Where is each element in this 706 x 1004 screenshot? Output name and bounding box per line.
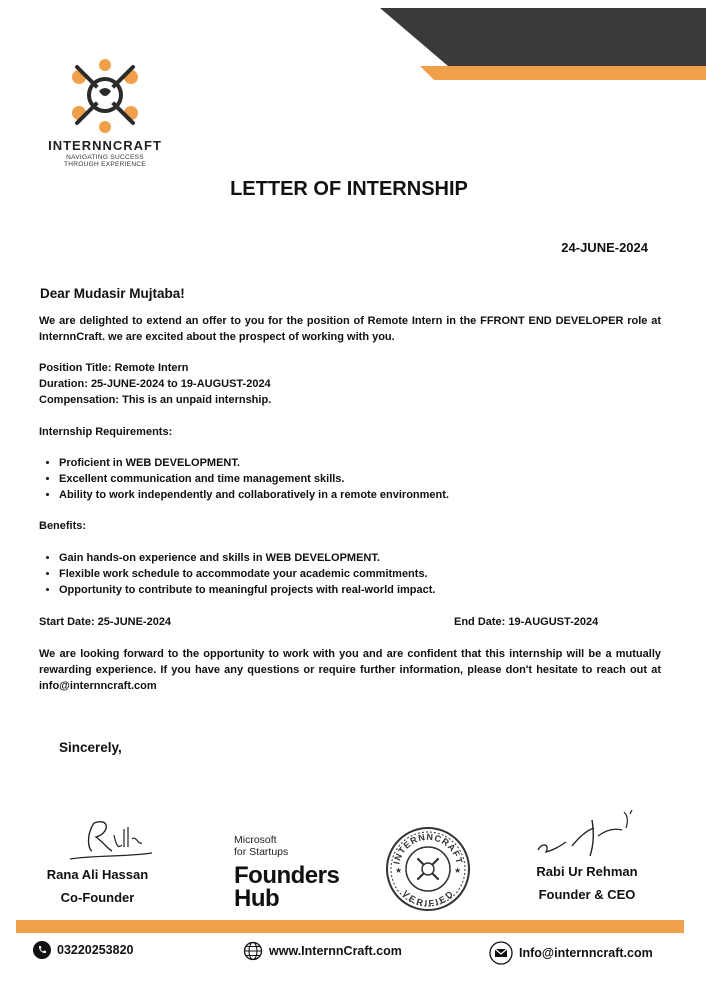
partner-line-1: Microsoft (234, 834, 277, 846)
globe-icon (243, 941, 263, 961)
mail-icon (489, 941, 513, 965)
signatory-name: Rana Ali Hassan (46, 867, 149, 882)
closing-paragraph: We are looking forward to the opportunity to work with you and are confident that this internship will be a mutually rewarding experience. If you have any questions or require further information, please don't hesitate to reach out at info@internncraft.com (39, 648, 661, 692)
list-item: • Proficient in WEB DEVELOPMENT. (59, 455, 661, 471)
list-item: • Gain hands-on experience and skills in WEB DEVELOPMENT. (59, 550, 661, 566)
position-details (39, 360, 661, 408)
svg-text:★: ★ (395, 866, 403, 875)
tagline-line-2: THROUGH EXPERIENCE (64, 161, 146, 168)
signatory-ceo (528, 860, 646, 906)
partner-line-4: Hub (234, 885, 280, 912)
end-date: End Date: 19-AUGUST-2024 (454, 616, 599, 628)
signatory-name: Rabi Ur Rehman (536, 864, 638, 879)
footer-phone[interactable] (33, 941, 133, 959)
phone-number: 03220253820 (57, 943, 134, 957)
email-link: Info@internncraft.com (519, 946, 653, 960)
tagline-line-1: NAVIGATING SUCCESS (66, 154, 144, 161)
list-item: • Opportunity to contribute to meaningful projects with real-world impact. (59, 582, 661, 598)
partner-line-2: for Startups (234, 846, 289, 858)
sign-off: Sincerely, (59, 740, 122, 755)
signature-ceo (532, 806, 642, 864)
signatory-co-founder (40, 863, 155, 909)
company-logo-icon (65, 55, 145, 135)
company-name: INTERNNCRAFT (48, 138, 162, 153)
greeting: Dear Mudasir Mujtaba! (40, 286, 185, 301)
requirements-list (39, 455, 661, 503)
website-link: www.InternnCraft.com (269, 944, 402, 958)
founders-hub-logo (234, 834, 339, 910)
benefits-list (39, 550, 661, 598)
company-tagline (30, 154, 180, 168)
compensation: Compensation: This is an unpaid internship. (39, 394, 272, 406)
list-item: • Excellent communication and time management skills. (59, 471, 661, 487)
duration: Duration: 25-JUNE-2024 to 19-AUGUST-2024 (39, 378, 271, 390)
signature-co-founder (66, 815, 156, 865)
list-item: • Ability to work independently and collaboratively in a remote environment. (59, 487, 661, 503)
svg-text:★: ★ (454, 866, 462, 875)
signatory-role: Co-Founder (60, 890, 135, 905)
letter-date: 24-JUNE-2024 (561, 240, 648, 255)
requirements-heading: Internship Requirements: (39, 426, 173, 438)
company-logo (30, 55, 180, 175)
seal-bottom-text: VERIFIED (400, 888, 456, 909)
footer-email[interactable] (489, 941, 653, 965)
footer-divider (16, 920, 684, 933)
benefits-section (39, 550, 661, 598)
partner-line-3: Founders (234, 862, 340, 889)
seal-top-text: INTERNNCRAFT (391, 831, 465, 866)
footer-website[interactable] (243, 941, 402, 961)
signatory-role: Founder & CEO (538, 887, 636, 902)
letter-title: LETTER OF INTERNSHIP (230, 178, 468, 200)
verified-seal (385, 826, 471, 912)
intro-paragraph: We are delighted to extend an offer to you for the position of Remote Intern in the FFRONT END DEVELOPER role at InternnCraft. we are excited about the prospect of working with you. (39, 315, 661, 343)
benefits-heading: Benefits: (39, 520, 87, 532)
requirements-section (39, 455, 661, 503)
position-title: Position Title: Remote Intern (39, 362, 189, 374)
phone-icon (33, 941, 51, 959)
list-item: • Flexible work schedule to accommodate your academic commitments. (59, 566, 661, 582)
start-date: Start Date: 25-JUNE-2024 (39, 616, 172, 628)
